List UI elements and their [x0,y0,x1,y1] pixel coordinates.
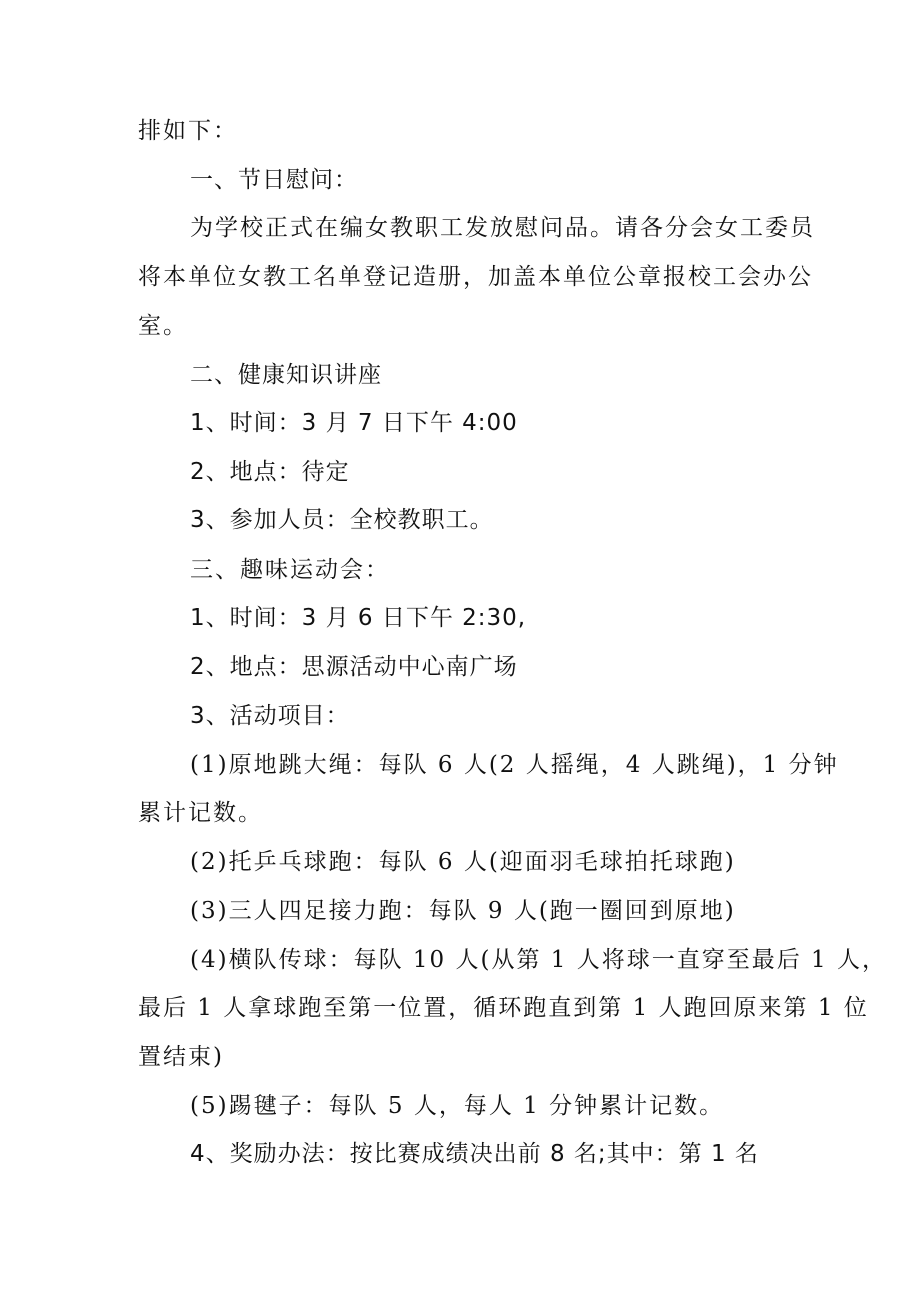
text-line: 最后 1 人拿球跑至第一位置，循环跑直到第 1 人跑回原来第 1 位 [138,995,869,1021]
section-heading: 三、趣味运动会： [190,557,390,583]
list-item: (2)托乒乓球跑：每队 6 人(迎面羽毛球拍托球跑) [190,849,736,875]
text-line: 室。 [138,313,188,339]
list-item: 3、参加人员：全校教职工。 [190,507,494,533]
section-heading: 二、健康知识讲座 [190,362,382,388]
list-item: (5)踢毽子：每队 5 人，每人 1 分钟累计记数。 [190,1093,725,1119]
text-line: 为学校正式在编女教职工发放慰问品。请各分会女工委员 [190,215,815,241]
text-line: 累计记数。 [138,800,263,826]
list-item: 4、奖励办法：按比赛成绩决出前 8 名;其中：第 1 名 [190,1141,759,1167]
list-item: 2、地点：思源活动中心南广场 [190,654,518,680]
list-item: (3)三人四足接力跑：每队 9 人(跑一圈回到原地) [190,898,736,924]
list-item: 1、时间：3 月 7 日下午 4:00 [190,410,518,436]
list-item: 2、地点：待定 [190,459,350,485]
list-item: (4)横队传球：每队 10 人(从第 1 人将球一直穿至最后 1 人， [190,947,887,973]
list-item: 3、活动项目： [190,703,350,729]
text-line: 将本单位女教工名单登记造册，加盖本单位公章报校工会办公 [138,264,813,290]
section-heading: 一、节日慰问： [190,167,358,193]
list-item: (1)原地跳大绳：每队 6 人(2 人摇绳，4 人跳绳)，1 分钟 [190,752,839,778]
text-line: 置结束) [138,1044,224,1070]
list-item: 1、时间：3 月 6 日下午 2:30, [190,605,527,631]
text-line: 排如下： [138,118,238,144]
